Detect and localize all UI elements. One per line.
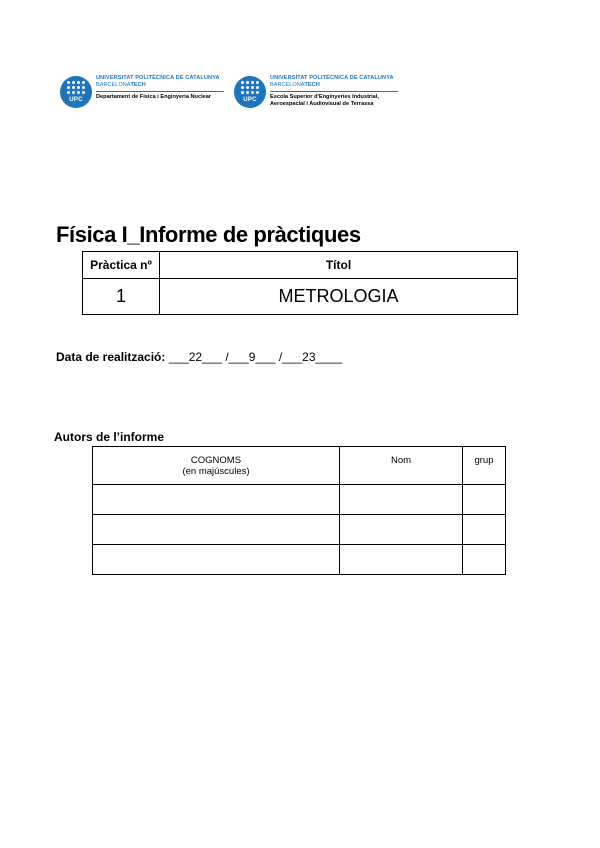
author-row <box>93 485 506 515</box>
upc-logo-department <box>60 76 224 108</box>
page-title: Física I_Informe de pràctiques <box>56 222 361 247</box>
author-surnames-cell[interactable] <box>93 545 340 575</box>
author-name-cell[interactable] <box>340 485 463 515</box>
practice-number-value[interactable]: 1 <box>83 279 160 315</box>
logo-divider <box>270 91 398 92</box>
university-name: UNIVERSITAT POLITÈCNICA DE CATALUNYA <box>270 75 394 81</box>
surnames-header-note: (en majúscules) <box>182 466 250 477</box>
author-group-cell[interactable] <box>463 515 506 545</box>
author-group-cell[interactable] <box>463 485 506 515</box>
group-header: grup <box>463 447 506 485</box>
practice-title-value[interactable]: METROLOGIA <box>160 279 518 315</box>
upc-logo-school <box>234 76 398 108</box>
practice-title-header: Títol <box>160 252 518 279</box>
upc-seal-icon <box>234 76 266 108</box>
authors-table <box>92 446 506 575</box>
campus-name: BARCELONATECH <box>96 81 146 88</box>
author-surnames-cell[interactable] <box>93 485 340 515</box>
practice-number-header: Pràctica nº <box>83 252 160 279</box>
date-line <box>56 350 342 364</box>
school-name-line-2: Aeroespacial i Audiovisual de Terrassa <box>270 101 374 108</box>
logo-divider <box>96 91 224 92</box>
campus-name: BARCELONATECH <box>270 81 320 88</box>
department-name: Departament de Física i Enginyeria Nuclear <box>96 94 212 101</box>
author-name-cell[interactable] <box>340 545 463 575</box>
seal-text: UPC <box>243 97 257 103</box>
seal-text: UPC <box>69 97 83 103</box>
author-row <box>93 515 506 545</box>
university-name: UNIVERSITAT POLITÈCNICA DE CATALUNYA <box>96 75 220 81</box>
surnames-header <box>93 447 340 485</box>
author-name-cell[interactable] <box>340 515 463 545</box>
date-label: Data de realització: <box>56 350 166 364</box>
authors-heading: Autors de l’informe <box>54 430 165 444</box>
author-surnames-cell[interactable] <box>93 515 340 545</box>
name-header: Nom <box>340 447 463 485</box>
surnames-header-label: COGNOMS <box>190 455 242 466</box>
author-row <box>93 545 506 575</box>
date-value[interactable]: ___22___ /___9___ /___23____ <box>165 350 343 364</box>
school-name-line-1: Escola Superior d'Enginyeries Industrial, <box>270 94 379 101</box>
upc-seal-icon <box>60 76 92 108</box>
author-group-cell[interactable] <box>463 545 506 575</box>
practice-table <box>82 251 518 315</box>
